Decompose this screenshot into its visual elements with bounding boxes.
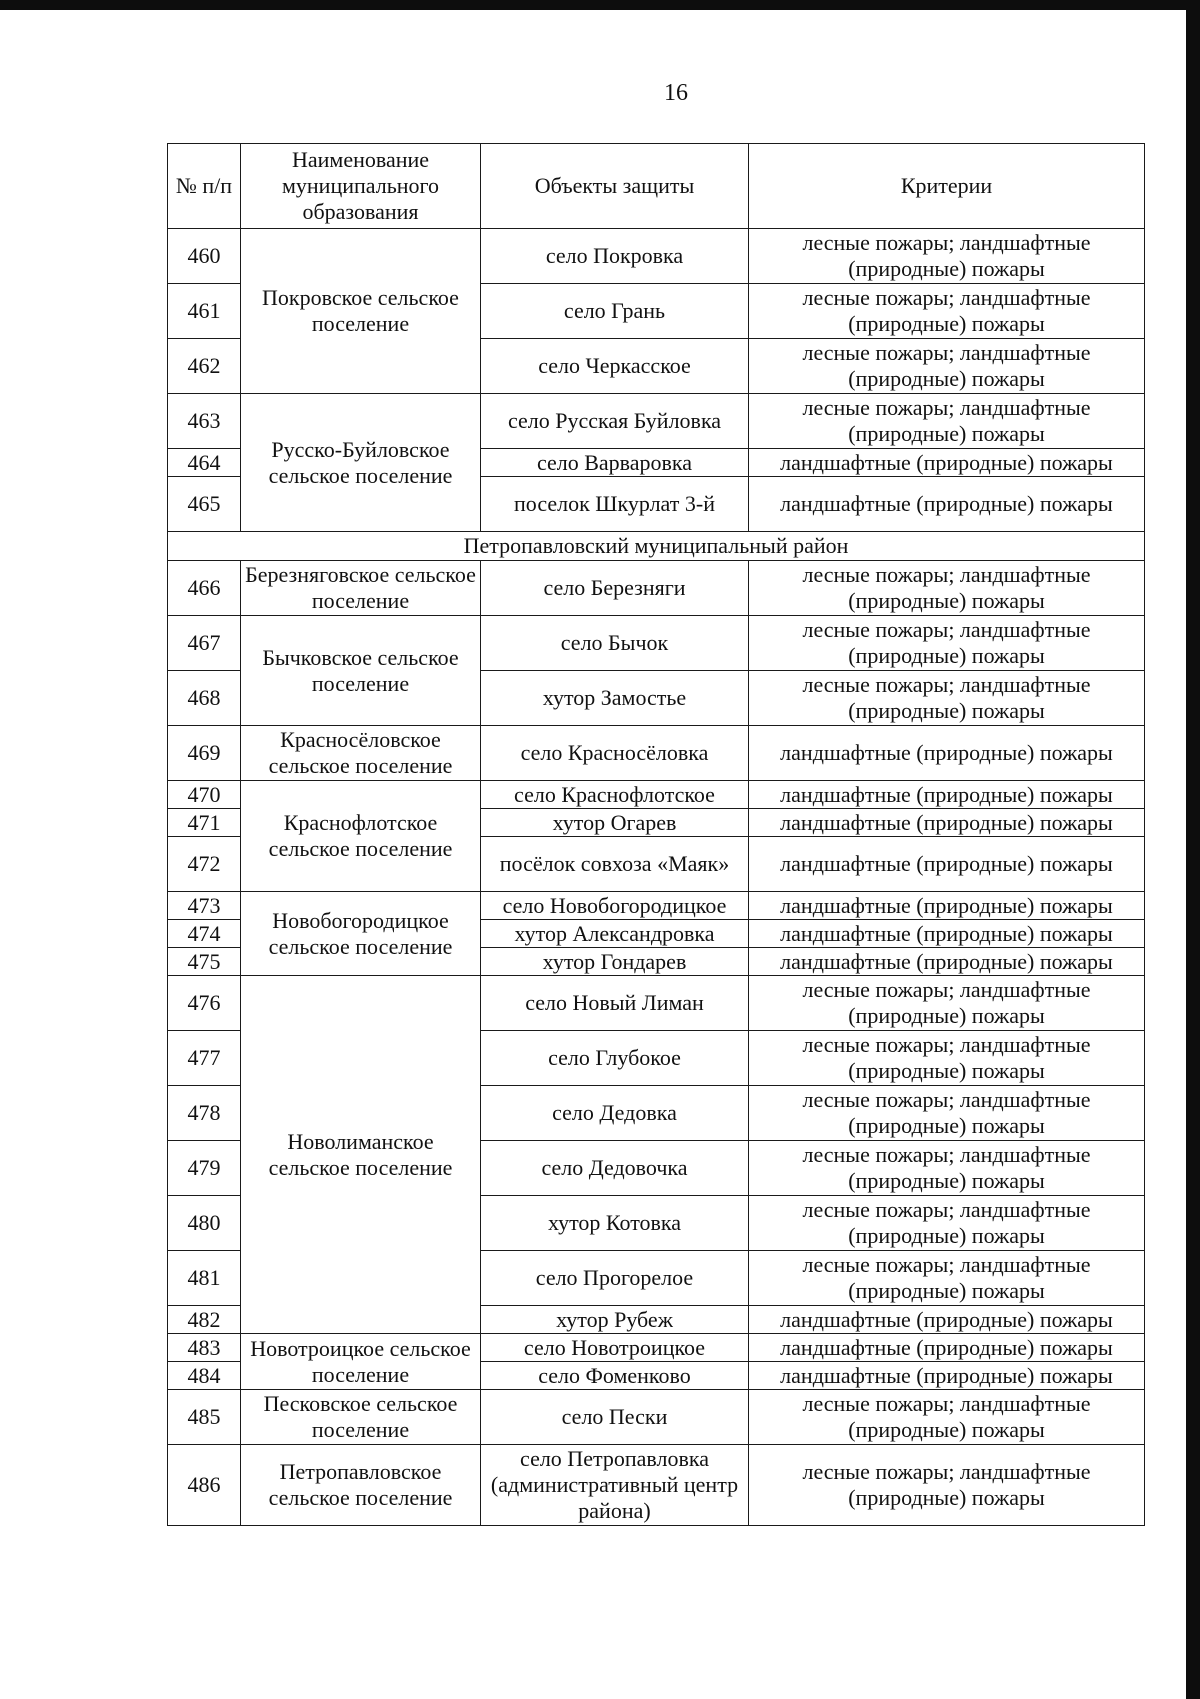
object-cell: село Пески <box>481 1390 749 1445</box>
header-object: Объекты защиты <box>481 144 749 229</box>
page-number: 16 <box>664 80 688 106</box>
municipality-cell: Новотроицкое сельское поселение <box>241 1334 481 1390</box>
criteria-cell: ландшафтные (природные) пожары <box>749 781 1145 809</box>
row-number: 480 <box>168 1196 241 1251</box>
row-number: 479 <box>168 1141 241 1196</box>
municipality-cell: Краснофлотское сельское поселение <box>241 781 481 892</box>
criteria-cell: лесные пожары; ландшафтные (природные) пожары <box>749 1031 1145 1086</box>
criteria-cell: ландшафтные (природные) пожары <box>749 892 1145 920</box>
row-number: 474 <box>168 920 241 948</box>
object-cell: село Русская Буйловка <box>481 394 749 449</box>
criteria-cell: лесные пожары; ландшафтные (природные) пожары <box>749 671 1145 726</box>
object-cell: село Краснофлотское <box>481 781 749 809</box>
row-number: 471 <box>168 809 241 837</box>
object-cell: село Глубокое <box>481 1031 749 1086</box>
criteria-cell: лесные пожары; ландшафтные (природные) пожары <box>749 284 1145 339</box>
object-cell: село Варваровка <box>481 449 749 477</box>
criteria-cell: ландшафтные (природные) пожары <box>749 1334 1145 1362</box>
row-number: 468 <box>168 671 241 726</box>
row-number: 467 <box>168 616 241 671</box>
table-row <box>168 394 1145 449</box>
row-number: 476 <box>168 976 241 1031</box>
scan-edge-top <box>0 0 1200 10</box>
row-number: 462 <box>168 339 241 394</box>
header-num: № п/п <box>168 144 241 229</box>
municipality-cell: Песковское сельское поселение <box>241 1390 481 1445</box>
row-number: 460 <box>168 229 241 284</box>
object-cell: село Красносёловка <box>481 726 749 781</box>
object-cell: поселок Шкурлат 3-й <box>481 477 749 532</box>
row-number: 461 <box>168 284 241 339</box>
municipality-cell: Русско-Буйловское сельское поселение <box>241 394 481 532</box>
header-municipality: Наименование муниципального образования <box>241 144 481 229</box>
criteria-cell: ландшафтные (природные) пожары <box>749 837 1145 892</box>
criteria-cell: лесные пожары; ландшафтные (природные) пожары <box>749 339 1145 394</box>
municipality-cell: Новобогородицкое сельское поселение <box>241 892 481 976</box>
municipality-cell: Новолиманское сельское поселение <box>241 976 481 1334</box>
object-cell: село Фоменково <box>481 1362 749 1390</box>
object-cell: село Новотроицкое <box>481 1334 749 1362</box>
header-criteria: Критерии <box>749 144 1145 229</box>
protection-objects-table <box>167 143 1145 1526</box>
table-row <box>168 1390 1145 1445</box>
table-row <box>168 892 1145 920</box>
object-cell: село Новый Лиман <box>481 976 749 1031</box>
criteria-cell: лесные пожары; ландшафтные (природные) пожары <box>749 1086 1145 1141</box>
criteria-cell: ландшафтные (природные) пожары <box>749 1306 1145 1334</box>
criteria-cell: лесные пожары; ландшафтные (природные) пожары <box>749 616 1145 671</box>
object-cell: хутор Огарев <box>481 809 749 837</box>
object-cell: хутор Александровка <box>481 920 749 948</box>
row-number: 484 <box>168 1362 241 1390</box>
municipality-cell: Покровское сельское поселение <box>241 229 481 394</box>
object-cell: хутор Замостье <box>481 671 749 726</box>
object-cell: село Черкасское <box>481 339 749 394</box>
object-cell: хутор Рубеж <box>481 1306 749 1334</box>
object-cell: село Новобогородицкое <box>481 892 749 920</box>
criteria-cell: ландшафтные (природные) пожары <box>749 809 1145 837</box>
table-row <box>168 726 1145 781</box>
row-number: 485 <box>168 1390 241 1445</box>
row-number: 472 <box>168 837 241 892</box>
criteria-cell: лесные пожары; ландшафтные (природные) пожары <box>749 561 1145 616</box>
criteria-cell: лесные пожары; ландшафтные (природные) пожары <box>749 229 1145 284</box>
object-cell: село Дедовка <box>481 1086 749 1141</box>
object-cell: село Петропавловка (административный центр района) <box>481 1445 749 1526</box>
criteria-cell: ландшафтные (природные) пожары <box>749 449 1145 477</box>
criteria-cell: ландшафтные (природные) пожары <box>749 1362 1145 1390</box>
criteria-cell: лесные пожары; ландшафтные (природные) пожары <box>749 1251 1145 1306</box>
row-number: 478 <box>168 1086 241 1141</box>
criteria-cell: ландшафтные (природные) пожары <box>749 726 1145 781</box>
row-number: 466 <box>168 561 241 616</box>
table-row <box>168 229 1145 284</box>
object-cell: хутор Котовка <box>481 1196 749 1251</box>
object-cell: село Грань <box>481 284 749 339</box>
criteria-cell: лесные пожары; ландшафтные (природные) пожары <box>749 394 1145 449</box>
table-row <box>168 781 1145 809</box>
criteria-cell: лесные пожары; ландшафтные (природные) пожары <box>749 1445 1145 1526</box>
municipality-cell: Бычковское сельское поселение <box>241 616 481 726</box>
criteria-cell: ландшафтные (природные) пожары <box>749 920 1145 948</box>
object-cell: посёлок совхоза «Маяк» <box>481 837 749 892</box>
table-row <box>168 1445 1145 1526</box>
object-cell: село Покровка <box>481 229 749 284</box>
object-cell: село Прогорелое <box>481 1251 749 1306</box>
criteria-cell: ландшафтные (природные) пожары <box>749 948 1145 976</box>
row-number: 477 <box>168 1031 241 1086</box>
row-number: 470 <box>168 781 241 809</box>
municipality-cell: Петропавловское сельское поселение <box>241 1445 481 1526</box>
row-number: 464 <box>168 449 241 477</box>
row-number: 475 <box>168 948 241 976</box>
row-number: 473 <box>168 892 241 920</box>
table-row <box>168 561 1145 616</box>
row-number: 486 <box>168 1445 241 1526</box>
row-number: 463 <box>168 394 241 449</box>
table-row <box>168 616 1145 671</box>
row-number: 481 <box>168 1251 241 1306</box>
object-cell: село Бычок <box>481 616 749 671</box>
object-cell: село Березняги <box>481 561 749 616</box>
table-row <box>168 976 1145 1031</box>
district-row <box>168 532 1145 561</box>
object-cell: село Дедовочка <box>481 1141 749 1196</box>
criteria-cell: ландшафтные (природные) пожары <box>749 477 1145 532</box>
row-number: 469 <box>168 726 241 781</box>
table-header-row <box>168 144 1145 229</box>
municipality-cell: Березняговское сельское поселение <box>241 561 481 616</box>
scan-edge-right <box>1186 0 1200 1699</box>
municipality-cell: Красносёловское сельское поселение <box>241 726 481 781</box>
object-cell: хутор Гондарев <box>481 948 749 976</box>
row-number: 465 <box>168 477 241 532</box>
criteria-cell: лесные пожары; ландшафтные (природные) пожары <box>749 1141 1145 1196</box>
row-number: 483 <box>168 1334 241 1362</box>
criteria-cell: лесные пожары; ландшафтные (природные) пожары <box>749 1390 1145 1445</box>
table-row <box>168 1334 1145 1362</box>
criteria-cell: лесные пожары; ландшафтные (природные) пожары <box>749 1196 1145 1251</box>
district-heading: Петропавловский муниципальный район <box>168 532 1145 561</box>
row-number: 482 <box>168 1306 241 1334</box>
criteria-cell: лесные пожары; ландшафтные (природные) пожары <box>749 976 1145 1031</box>
